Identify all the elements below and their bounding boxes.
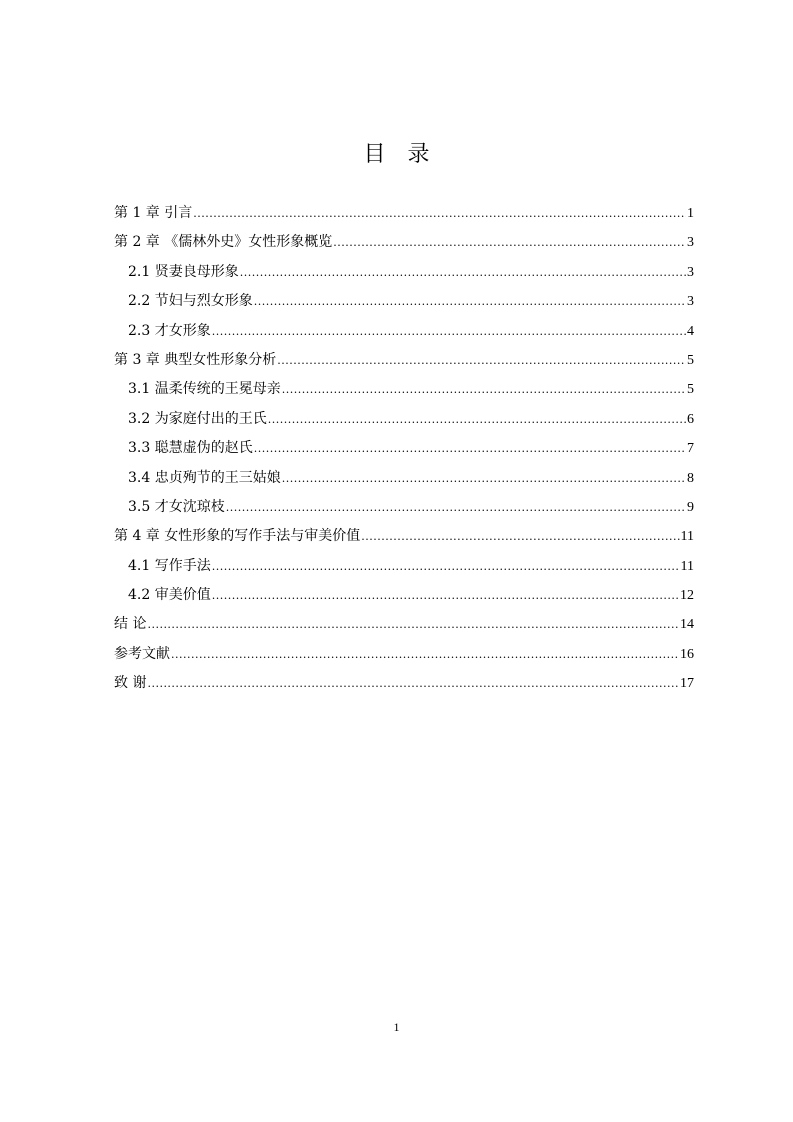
toc-entry[interactable] [114,610,694,639]
toc-entry[interactable] [114,640,694,669]
toc-entry-page: 7 [687,441,694,457]
toc-entry[interactable] [114,346,694,375]
toc-entry-title: 致 谢 [114,675,147,692]
toc-entry[interactable] [114,375,694,404]
page-number: 1 [393,1020,400,1034]
toc-entry-page: 9 [687,499,694,515]
toc-entry-page: 8 [687,470,694,486]
toc-leader-dots [226,493,686,522]
toc-entry-title: 第 1 章 引言 [114,205,193,221]
toc-entry-page: 4 [687,323,694,339]
toc-leader-dots [282,464,686,493]
toc-entry-title: 结 论 [114,616,147,633]
toc-entry-title: 4.1 写作手法 [128,557,211,574]
toc-entry[interactable] [114,493,694,522]
toc-entry-title: 4.2 审美价值 [128,587,211,604]
toc-leader-dots [193,199,686,228]
toc-leader-dots [361,522,679,551]
toc-leader-dots [268,405,686,434]
toc-entry-page: 3 [687,235,694,251]
page-title-char-2: 录 [407,142,430,167]
toc-entry-title: 3.5 才女沈琼枝 [128,498,225,515]
toc-entry-title: 3.2 为家庭付出的王氏 [128,410,267,427]
toc-entry[interactable] [114,522,694,551]
toc-entry-page: 6 [687,411,694,427]
toc-entry[interactable] [114,317,694,346]
toc-entry-title: 第 3 章 典型女性形象分析 [114,351,277,368]
toc-entry-page: 3 [687,264,694,280]
toc-leader-dots [147,610,679,639]
toc-entry[interactable] [114,199,694,228]
toc-entry[interactable] [114,258,694,287]
toc-entry-page: 11 [680,529,694,545]
page-title-char-1: 目 [363,142,386,167]
toc-leader-dots [333,228,686,257]
toc-entry-title: 2.1 贤妻良母形象 [128,263,239,280]
toc-entry[interactable] [114,581,694,610]
toc-entry-title: 2.3 才女形象 [128,322,211,339]
toc-entry-title: 第 4 章 女性形象的写作手法与审美价值 [114,528,361,545]
toc-entry[interactable] [114,228,694,257]
toc-entry[interactable] [114,405,694,434]
toc-entry[interactable] [114,669,694,698]
toc-entry[interactable] [114,287,694,316]
toc-entry-page: 5 [687,382,694,398]
toc-entry-title: 3.1 温柔传统的王冕母亲 [128,381,281,398]
toc-entry-page: 12 [680,588,694,604]
toc-entry-page: 11 [680,558,694,574]
toc-leader-dots [212,317,686,346]
toc-leader-dots [240,258,686,287]
toc-entry-page: 3 [687,294,694,310]
toc-entry-page: 14 [680,617,694,633]
toc-leader-dots [171,640,679,669]
toc-leader-dots [147,669,679,698]
toc-leader-dots [212,552,680,581]
toc-entry-title: 参考文献 [114,645,170,662]
toc-leader-dots [282,375,686,404]
toc-entry-page: 16 [680,646,694,662]
toc-entry-page: 17 [680,676,694,692]
page-title [0,140,793,170]
toc-entry-page: 5 [687,352,694,368]
table-of-contents [114,199,694,699]
toc-leader-dots [212,581,679,610]
toc-entry[interactable] [114,464,694,493]
toc-leader-dots [277,346,686,375]
toc-entry-title: 3.4 忠贞殉节的王三姑娘 [128,469,281,486]
toc-entry[interactable] [114,434,694,463]
toc-entry-title: 2.2 节妇与烈女形象 [128,293,253,310]
toc-entry-page: 1 [687,206,694,221]
toc-entry-title: 第 2 章 《儒林外史》女性形象概览 [114,234,333,251]
toc-leader-dots [254,287,686,316]
toc-entry-title: 3.3 聪慧虚伪的赵氏 [128,440,253,457]
toc-entry[interactable] [114,552,694,581]
toc-leader-dots [254,434,686,463]
